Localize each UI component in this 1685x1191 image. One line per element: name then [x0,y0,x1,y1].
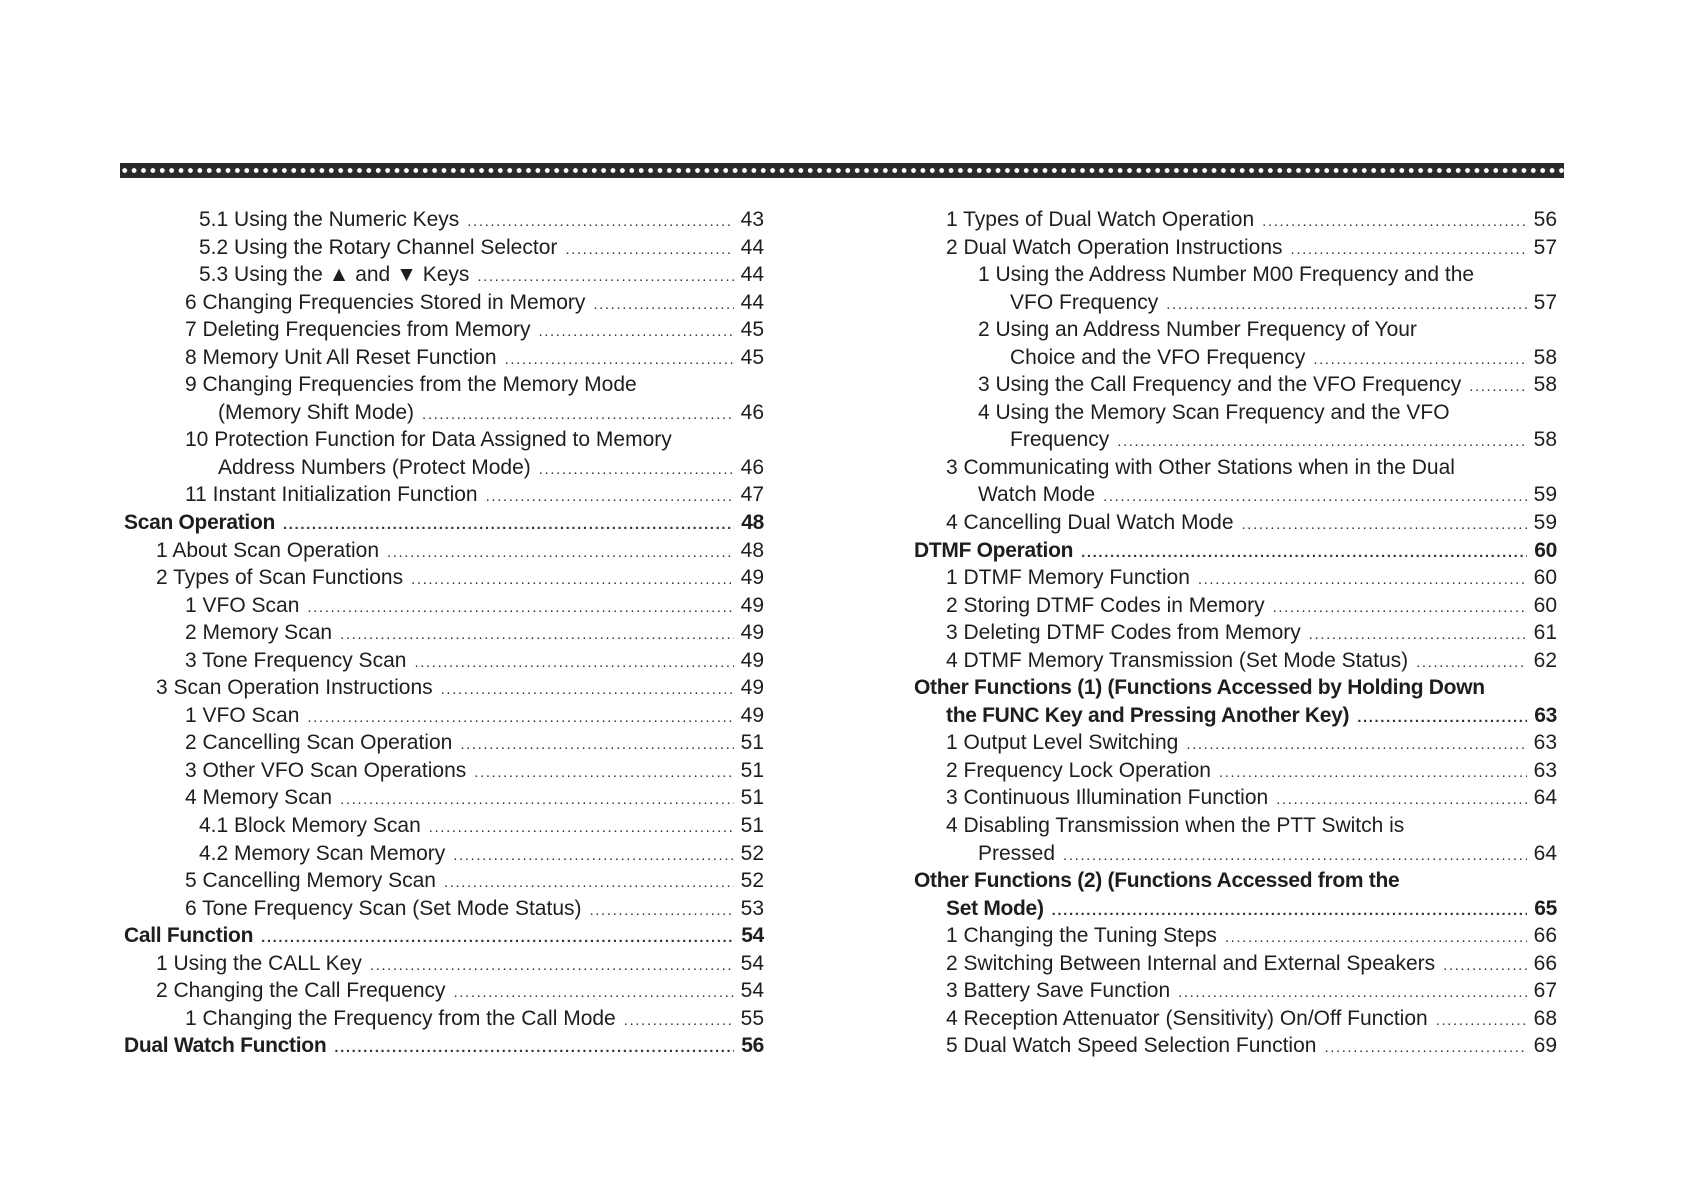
toc-entry [124,594,764,622]
decorative-diamond-border [120,163,1564,178]
toc-page-number: 48 [740,538,764,562]
toc-entry-title: Set Mode) [946,896,1044,920]
leader-dots [1219,764,1527,781]
leader-dots [1436,1012,1527,1029]
leader-dots [307,709,734,726]
toc-entry [124,483,764,511]
toc-entry [914,621,1557,649]
toc-entry [124,759,764,787]
toc-entry-title: 6 Tone Frequency Scan (Set Mode Status) [185,896,582,920]
toc-entry-title: Call Function [124,924,254,948]
toc-page-number: 63 [1533,731,1557,755]
toc-entry-title: 1 About Scan Operation [156,538,379,562]
leader-dots [474,764,734,781]
toc-entry-title: 5.2 Using the Rotary Channel Selector [199,235,558,259]
leader-dots [1186,736,1527,753]
toc-entry-title: 2 Changing the Call Frequency [156,979,446,1003]
leader-dots [340,626,734,643]
toc-entry-title: 4.2 Memory Scan Memory [199,841,446,865]
toc-entry [124,979,764,1007]
toc-page-number: 45 [740,318,764,342]
toc-page-number: 66 [1533,924,1557,948]
toc-entry [914,759,1557,787]
leader-dots [340,791,734,808]
toc-entry [914,649,1557,677]
toc-entry [124,346,764,374]
toc-page-number: 46 [740,455,764,479]
toc-section-heading [914,704,1557,732]
toc-entry [914,291,1557,319]
toc-entry-title: 1 Changing the Tuning Steps [946,924,1217,948]
leader-dots [590,902,735,919]
toc-entry-title: Frequency [1010,428,1110,452]
toc-entry-title: 3 Using the Call Frequency and the VFO Frequency [978,373,1462,397]
leader-dots [565,241,734,258]
toc-section-heading [124,924,764,952]
toc-entry [914,566,1557,594]
leader-dots [1103,488,1527,505]
toc-page-number: 59 [1533,511,1557,535]
toc-entry [124,236,764,264]
toc-entry-title: 11 Instant Initialization Function [185,483,478,507]
toc-entry-title: 2 Using an Address Number Frequency of Your [978,318,1417,342]
toc-page-number: 58 [1533,345,1557,369]
toc-entry [914,594,1557,622]
toc-entry [914,1034,1557,1062]
toc-page-number: 49 [740,593,764,617]
toc-entry-title: 1 Using the CALL Key [156,951,362,975]
toc-entry-title: 2 Storing DTMF Codes in Memory [946,593,1265,617]
toc-entry-title: 4 Memory Scan [185,786,333,810]
toc-entry-title: Scan Operation [124,511,276,535]
toc-page-number: 59 [1533,483,1557,507]
toc-page-number: 51 [740,786,764,810]
leader-dots [454,984,734,1001]
toc-page-number: 54 [740,979,764,1003]
toc-entry [124,814,764,842]
leader-dots [422,406,734,423]
toc-entry-title: 3 Scan Operation Instructions [156,676,433,700]
leader-dots [334,1039,734,1056]
toc-page-number: 52 [740,869,764,893]
toc-entry-title: Other Functions (1) (Functions Accessed by Holding Down [914,676,1485,700]
toc-section-heading [124,511,764,539]
toc-right-column [914,208,1557,1062]
toc-entry-title: 3 Battery Save Function [946,979,1171,1003]
toc-page-number: 55 [740,1006,764,1030]
toc-entry-title: 2 Dual Watch Operation Instructions [946,235,1283,259]
leader-dots [444,874,734,891]
toc-entry-title: 5.1 Using the Numeric Keys [199,208,460,231]
toc-page-number: 63 [1533,758,1557,782]
leader-dots [441,681,734,698]
toc-page-number: 56 [741,1034,764,1058]
toc-page-number: 54 [741,924,764,948]
toc-entry-title: 1 Using the Address Number M00 Frequency and the [978,263,1475,287]
leader-dots [261,929,734,946]
toc-page-number: 49 [740,676,764,700]
toc-entry [124,731,764,759]
toc-page-number: 63 [1534,703,1557,727]
leader-dots [414,654,734,671]
toc-entry [124,676,764,704]
toc-page-number: 57 [1533,235,1557,259]
toc-entry [914,456,1557,484]
toc-entry [124,456,764,484]
toc-entry-title: 4 Using the Memory Scan Frequency and the VFO [978,400,1450,424]
toc-entry-title: 1 VFO Scan [185,593,300,617]
toc-page-number: 44 [740,235,764,259]
toc-entry [124,539,764,567]
toc-section-heading [914,539,1557,567]
toc-entry-title: 10 Protection Function for Data Assigned to Memory [185,428,672,452]
toc-entry-title: 9 Changing Frequencies from the Memory Mode [185,373,637,397]
toc-page-number: 60 [1533,593,1557,617]
toc-entry [914,1007,1557,1035]
toc-entry [124,1007,764,1035]
leader-dots [370,957,734,974]
toc-page-number: 57 [1533,290,1557,314]
leader-dots [477,268,734,285]
toc-entry-title: 7 Deleting Frequencies from Memory [185,318,531,342]
leader-dots [1081,544,1527,561]
toc-page-number: 62 [1533,648,1557,672]
toc-entry [124,621,764,649]
toc-entry [914,263,1557,291]
leader-dots [1324,1039,1527,1056]
toc-entry-title: 6 Changing Frequencies Stored in Memory [185,290,586,314]
leader-dots [505,351,734,368]
toc-page-number: 58 [1533,373,1557,397]
toc-page-number: 58 [1533,428,1557,452]
toc-page-number: 49 [740,648,764,672]
toc-page-number: 44 [740,263,764,287]
leader-dots [1242,516,1527,533]
leader-dots [460,736,734,753]
leader-dots [486,488,734,505]
toc-entry-title: 4 Cancelling Dual Watch Mode [946,511,1234,535]
toc-entry-title: 8 Memory Unit All Reset Function [185,345,497,369]
toc-page-number: 66 [1533,951,1557,975]
leader-dots [539,461,734,478]
leader-dots [593,296,734,313]
leader-dots [453,847,734,864]
toc-entry [124,649,764,677]
toc-entry [124,401,764,429]
leader-dots [467,213,734,230]
toc-entry-title: Other Functions (2) (Functions Accessed from the [914,869,1400,893]
toc-entry [124,786,764,814]
leader-dots [538,323,734,340]
leader-dots [624,1012,734,1029]
leader-dots [1117,433,1527,450]
toc-entry [124,373,764,401]
toc-entry-title: 2 Switching Between Internal and External Speakers [946,951,1436,975]
toc-page-number: 69 [1533,1034,1557,1058]
toc-page-number: 65 [1534,896,1557,920]
toc-entry-title: 2 Frequency Lock Operation [946,758,1211,782]
toc-entry-title: 4 DTMF Memory Transmission (Set Mode Status) [946,648,1409,672]
leader-dots [1225,929,1527,946]
toc-page-number: 60 [1534,538,1557,562]
toc-entry [914,979,1557,1007]
toc-entry-title: 3 Continuous Illumination Function [946,786,1269,810]
toc-section-heading [914,897,1557,925]
toc-page-number: 67 [1533,979,1557,1003]
toc-page-number: 49 [740,566,764,590]
toc-entry-title: the FUNC Key and Pressing Another Key) [946,703,1350,727]
toc-entry-title: 4 Disabling Transmission when the PTT Switch is [946,814,1405,838]
leader-dots [1313,351,1527,368]
leader-dots [1166,296,1527,313]
toc-section-heading [914,869,1557,897]
toc-page-number: 43 [740,208,764,231]
leader-dots [1309,626,1527,643]
toc-entry [124,291,764,319]
toc-entry-title: 3 Other VFO Scan Operations [185,758,467,782]
toc-entry-title: Choice and the VFO Frequency [1010,345,1306,369]
toc-entry-title: 4.1 Block Memory Scan [199,814,421,838]
toc-entry-title: 1 VFO Scan [185,703,300,727]
toc-entry-title: 3 Communicating with Other Stations when in the Dual [946,455,1455,479]
toc-entry-title: 1 Output Level Switching [946,731,1179,755]
toc-entry-title: 5.3 Using the ▲ and ▼ Keys [199,263,470,287]
toc-entry [914,236,1557,264]
toc-entry-title: 1 DTMF Memory Function [946,566,1190,590]
toc-page-number: 49 [740,621,764,645]
toc-page-number: 48 [741,511,764,535]
toc-entry [124,952,764,980]
toc-entry [124,566,764,594]
toc-entry [124,869,764,897]
toc-entry [124,263,764,291]
toc-page-number: 49 [740,703,764,727]
leader-dots [429,819,734,836]
toc-entry-title: VFO Frequency [1010,290,1159,314]
toc-entry [914,428,1557,456]
toc-entry [914,483,1557,511]
toc-page-number: 54 [740,951,764,975]
toc-entry-title: 2 Types of Scan Functions [156,566,404,590]
toc-entry [914,318,1557,346]
toc-section-heading [914,676,1557,704]
toc-entry-title: 4 Reception Attenuator (Sensitivity) On/Off Function [946,1006,1428,1030]
toc-entry [124,208,764,236]
toc-entry [914,346,1557,374]
toc-entry-title: 5 Dual Watch Speed Selection Function [946,1034,1317,1058]
leader-dots [1052,902,1527,919]
toc-page-number: 68 [1533,1006,1557,1030]
toc-entry [914,924,1557,952]
toc-entry-title: (Memory Shift Mode) [218,400,415,424]
toc-entry [914,401,1557,429]
toc-entry-title: Watch Mode [978,483,1096,507]
toc-entry-title: Address Numbers (Protect Mode) [218,455,531,479]
toc-entry [124,318,764,346]
leader-dots [1291,241,1527,258]
toc-entry [914,731,1557,759]
toc-entry-title: 5 Cancelling Memory Scan [185,869,436,893]
toc-page-number: 53 [740,896,764,920]
toc-page-number: 51 [740,814,764,838]
leader-dots [411,571,734,588]
leader-dots [307,599,734,616]
leader-dots [1443,957,1527,974]
leader-dots [1416,654,1527,671]
leader-dots [1063,847,1527,864]
toc-page-number: 64 [1533,841,1557,865]
toc-entry-title: 2 Memory Scan [185,621,333,645]
leader-dots [283,516,734,533]
toc-entry [914,842,1557,870]
toc-entry-title: 1 Types of Dual Watch Operation [946,208,1255,231]
toc-entry [124,704,764,732]
toc-entry-title: 1 Changing the Frequency from the Call Mode [185,1006,616,1030]
leader-dots [1273,599,1527,616]
toc-entry-title: 2 Cancelling Scan Operation [185,731,453,755]
leader-dots [1178,984,1527,1001]
leader-dots [387,544,734,561]
toc-entry [914,208,1557,236]
toc-page-number: 44 [740,290,764,314]
toc-entry-title: 3 Deleting DTMF Codes from Memory [946,621,1301,645]
toc-entry-title: Dual Watch Function [124,1034,327,1058]
toc-entry [914,373,1557,401]
toc-page-number: 60 [1533,566,1557,590]
leader-dots [1276,791,1527,808]
toc-entry [914,952,1557,980]
toc-page-number: 52 [740,841,764,865]
toc-entry [914,511,1557,539]
toc-entry-title: 3 Tone Frequency Scan [185,648,407,672]
toc-entry [124,897,764,925]
leader-dots [1198,571,1527,588]
leader-dots [1262,213,1527,230]
toc-left-column [124,208,764,1062]
toc-page-number: 56 [1533,208,1557,231]
toc-page-number: 51 [740,758,764,782]
toc-page-number: 51 [740,731,764,755]
toc-page-number: 46 [740,400,764,424]
toc-entry-title: Pressed [978,841,1056,865]
leader-dots [1357,709,1527,726]
leader-dots [1469,378,1527,395]
toc-entry [124,842,764,870]
toc-page-number: 47 [740,483,764,507]
toc-entry [914,786,1557,814]
toc-section-heading [124,1034,764,1062]
toc-entry [124,428,764,456]
toc-page-number: 61 [1533,621,1557,645]
toc-page-number: 45 [740,345,764,369]
toc-entry-title: DTMF Operation [914,538,1074,562]
toc-entry [914,814,1557,842]
toc-page-number: 64 [1533,786,1557,810]
